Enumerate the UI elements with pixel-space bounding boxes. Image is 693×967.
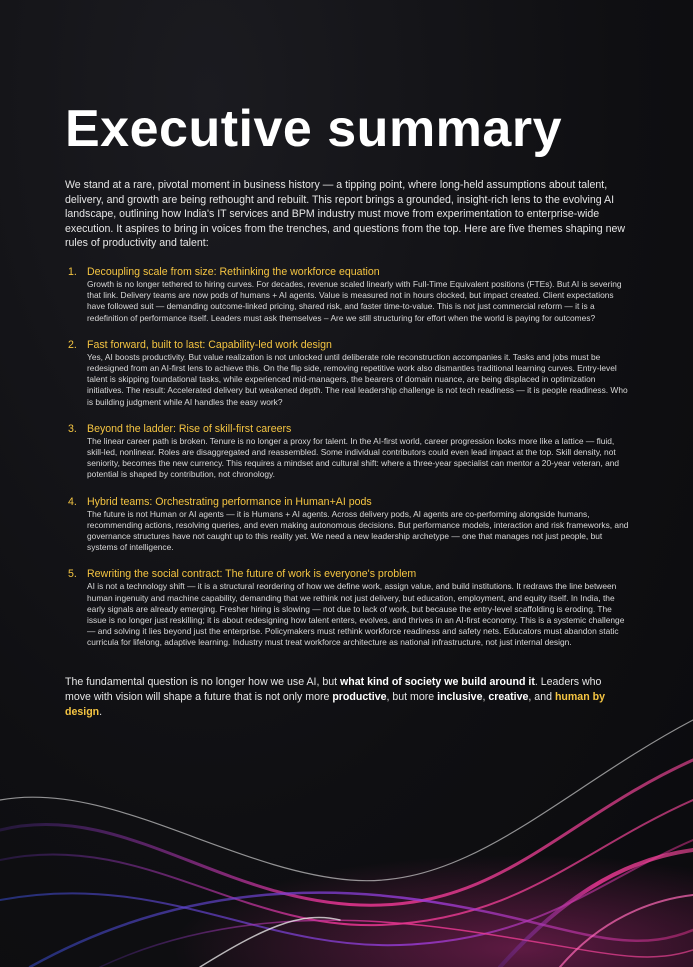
content [65, 100, 630, 720]
list-item [65, 265, 630, 324]
list-item [65, 338, 630, 408]
list-item [65, 495, 630, 554]
closing-text: . Leaders who move with vision will shape a future that is not only more [65, 675, 602, 703]
theme-body: Growth is no longer tethered to hiring curves. For decades, revenue scaled linearly with Full-Time Equivalent positions (FTEs). But AI is severing that link. Delivery teams are now pods of humans + AI agents. Value is measured not in hours clocked, but impact created. Client expectations have followed suit — demanding outcome-linked pricing, shared risk, and faster time-to-value. This is not just commercial reform — it is a redefinition of performance itself. Leaders must ask themselves – Are we still structuring for effort when the world is paying for outcomes? [87, 278, 622, 323]
closing-text: . [99, 705, 103, 718]
closing-emphasis: creative [488, 690, 529, 703]
theme-number: 3. [68, 422, 77, 435]
closing-emphasis: productive [332, 690, 387, 703]
theme-body: Yes, AI boosts productivity. But value realization is not unlocked until deliberate role reconstruction accompanies it. Tasks and jobs must be redesigned from an AI-first lens to achieve this. On the flip side, removing repetitive work also dismantles traditional learning curves. Entry-level talent is skipping foundational tasks, while experienced mid-managers, the bearers of domain nuance, are being displaced in optimization initiatives. The result: Accelerated delivery but weakened depth. The real leadership challenge is not tech readiness — it is people readiness. Who is building judgment while AI handles the easy work? [87, 351, 628, 407]
closing-paragraph [65, 675, 625, 720]
theme-title: Beyond the ladder: Rise of skill-first careers [87, 422, 292, 435]
theme-title: Hybrid teams: Orchestrating performance in Human+AI pods [87, 495, 372, 508]
list-item [65, 567, 630, 648]
themes-list [65, 265, 630, 649]
theme-title: Rewriting the social contract: The future of work is everyone's problem [87, 568, 417, 581]
theme-number: 5. [68, 568, 77, 581]
theme-number: 4. [68, 495, 77, 508]
theme-title: Fast forward, built to last: Capability-led work design [87, 338, 332, 351]
theme-number: 1. [68, 265, 77, 278]
list-item [65, 422, 630, 481]
closing-text: The fundamental question is no longer how we use AI, but [65, 675, 341, 688]
intro-paragraph: We stand at a rare, pivotal moment in business history — a tipping point, where long-held assumptions about talent, delivery, and growth are being rethought and rebuilt. This report brings a grounded, insight-rich lens to the evolving AI landscape, outlining how India's IT services and BPM industry must move from experimentation to enterprise-wide execution. It aspires to bring in voices from the trenches, and questions from the top. Here are five themes shaping new rules of productivity and talent: [65, 179, 625, 250]
closing-emphasis: inclusive [437, 690, 483, 703]
theme-title: Decoupling scale from size: Rethinking the workforce equation [87, 265, 380, 278]
closing-text: , [482, 690, 489, 703]
closing-emphasis: what kind of society we build around it [340, 675, 535, 688]
theme-body: The linear career path is broken. Tenure is no longer a proxy for talent. In the AI-first world, career progression looks more like a lattice — fluid, skill-led, nonlinear. Roles are disaggregated and reassembled. Some individual contributors could even lead impact at the top. Skill density, not seniority, becomes the new currency. This requires a mindset and cultural shift: where a three-year specialist can mentor a 20-year veteran, and potential is shaped by contribution, not chronology. [87, 435, 620, 480]
closing-text: , and [528, 690, 555, 703]
closing-highlight: human by design [65, 690, 605, 718]
theme-number: 2. [68, 338, 77, 351]
page-title: Executive summary [65, 100, 562, 158]
closing-text: , but more [386, 690, 438, 703]
theme-body: AI is not a technology shift — it is a structural reordering of how we define work, assign value, and build institutions. It redraws the line between human ingenuity and machine capability, demanding that we rethink not just delivery, but education, employment, and equity itself. In India, the early signals are already emerging. Fresher hiring is slowing — not due to lack of work, but because the entry-level scaffolding is eroding. The issue is no longer just reskilling; it is about redesigning how talent enters, evolves, and thrives in an AI-first economy. This is a systemic challenge — and solving it lies beyond just the enterprise. Policymakers must rethink workforce readiness and safety nets. Educators must abandon static curricula for lifelong, adaptive learning. Industry must treat workforce architecture as national infrastructure, not just internal design. [87, 581, 625, 648]
theme-body: The future is not Human or AI agents — it is Humans + AI agents. Across delivery pods, AI agents are co-performing alongside humans, recommending actions, resolving queries, and even making autonomous decisions. But performance models, interaction and risk frameworks, and governance structures have not caught up to this reality yet. We need a new leadership archetype — one that manages not just people, but systems of intelligence. [87, 508, 629, 553]
